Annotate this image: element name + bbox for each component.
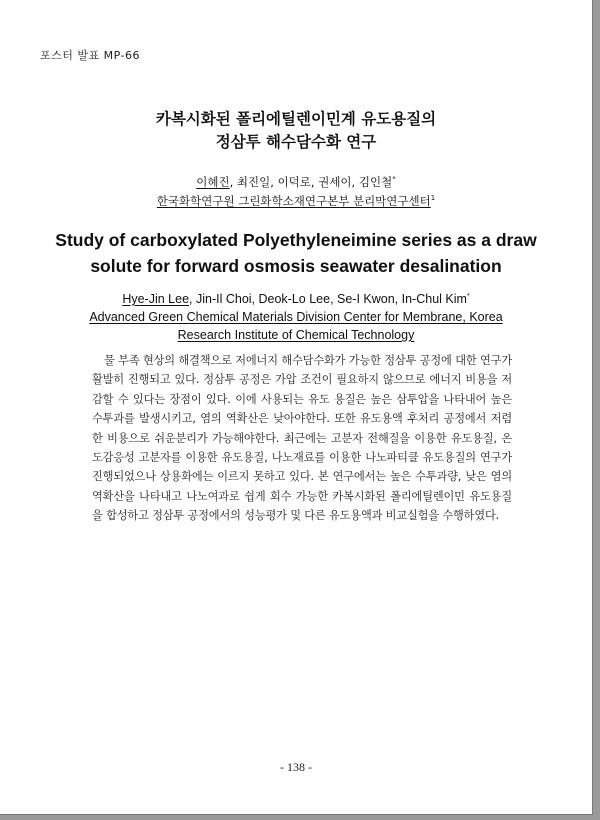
english-presenter: Hye-Jin Lee xyxy=(122,292,190,306)
english-author-list xyxy=(0,290,592,308)
korean-title-line2: 정삼투 해수담수화 연구 xyxy=(215,133,377,151)
english-affiliation-line2: Research Institute of Chemical Technology xyxy=(177,328,415,342)
korean-affiliation-line xyxy=(0,192,592,211)
page-number: - 138 - xyxy=(280,760,312,774)
korean-author-list xyxy=(0,173,592,192)
session-label: 포스터 발표 MP-66 xyxy=(40,49,140,62)
english-title-line1: Study of carboxylated Polyethyleneimine series as a draw xyxy=(55,230,537,250)
english-coauthors: , Jin-Il Choi, Deok-Lo Lee, Se-I Kwon, In-Chul Kim xyxy=(189,292,467,306)
english-title-line2: solute for forward osmosis seawater desalination xyxy=(90,256,502,276)
english-authors-block xyxy=(0,290,592,344)
korean-affiliation: 한국화학연구원 그린화학소재연구본부 분리막연구센터 xyxy=(156,194,431,208)
english-corresponding-mark: * xyxy=(466,292,470,300)
korean-title-line1: 카복시화된 폴리에틸렌이민계 유도용질의 xyxy=(155,110,437,128)
korean-title xyxy=(0,108,592,154)
abstract-text: 물 부족 현상의 해결책으로 저에너지 해수담수화가 가능한 정삼투 공정에 대한 연구가 활발히 진행되고 있다. 정삼투 공정은 가압 조건이 필요하지 않으므로 에너지 비용을 저감할 수 있다는 장점이 있다. 이에 사용되는 유도 용질은 높은 삼투압을 나타내어 높은 수투과를 발생시키고, 염의 역확산은 낮아야한다. 또한 유도용액 후처리 공정에서 저렴한 비용으로 쉬운분리가 가능해야한다. 최근에는 고분자 전해질을 이용한 유도용질, 온도감응성 고분자를 이용한 유도용질, 나노재료를 이용한 나노파티클 유도용질의 연구가 진행되었으나 상용화에는 이르지 못하고 있다. 본 연구에서는 높은 수투과량, 낮은 염의 역확산을 나타내고 나노여과로 쉽게 회수 가능한 카복시화된 폴리에틸렌이민 유도용질을 합성하고 정삼투 공정에서의 성능평가 및 다른 유도용액과 비교실험을 수행하였다. xyxy=(92,354,512,523)
english-affiliation-line1: Advanced Green Chemical Materials Division Center for Membrane, Korea xyxy=(89,310,503,324)
korean-authors-block xyxy=(0,173,592,211)
korean-affiliation-mark: 1 xyxy=(430,194,436,203)
korean-coauthors: , 최진일, 이덕로, 권세이, 김인철 xyxy=(229,175,393,189)
english-title xyxy=(0,227,592,279)
korean-presenter: 이혜진 xyxy=(196,175,230,189)
korean-corresponding-mark: * xyxy=(392,175,396,184)
